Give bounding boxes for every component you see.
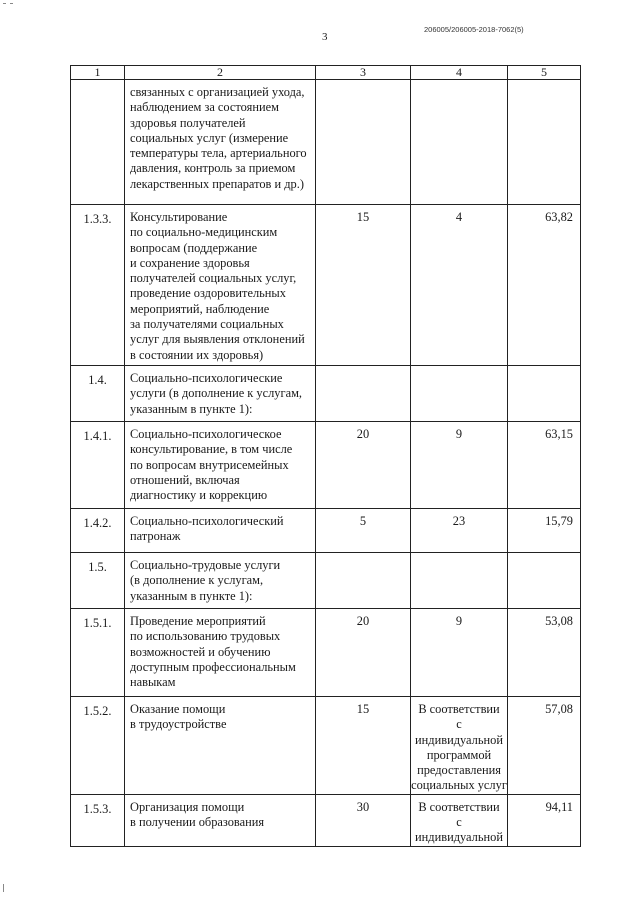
table-row (71, 422, 581, 509)
row-number: 1.3.3. (71, 205, 125, 366)
cell-col3: 5 (316, 509, 411, 553)
cell-col4: 4 (411, 205, 508, 366)
row-number: 1.4.2. (71, 509, 125, 553)
table-row (71, 366, 581, 422)
cell-col3 (316, 553, 411, 609)
cell-col5: 94,11 (508, 794, 581, 846)
table-row (71, 205, 581, 366)
cell-col4 (411, 553, 508, 609)
row-number: 1.4. (71, 366, 125, 422)
service-name: Социально-психологическое консультирование, в том числе по вопросам внутрисемейных отношений, включая диагностику и коррекцию (125, 422, 316, 509)
document-code: 206005/206005-2018-7062(5) (424, 25, 524, 34)
column-header: 3 (316, 66, 411, 80)
row-number: 1.5.3. (71, 794, 125, 846)
cell-col5: 63,15 (508, 422, 581, 509)
cell-col5: 63,82 (508, 205, 581, 366)
cell-col3: 15 (316, 697, 411, 795)
table-header-row (71, 66, 581, 80)
services-table (70, 65, 581, 847)
cell-col4: В соответствии с индивидуальной программой предоставления социальных услуг (411, 697, 508, 795)
cell-col3: 20 (316, 609, 411, 697)
cell-col5 (508, 366, 581, 422)
service-name: Оказание помощи в трудоустройстве (125, 697, 316, 795)
column-header: 4 (411, 66, 508, 80)
table-row (71, 509, 581, 553)
page-number: 3 (322, 31, 328, 43)
table-row (71, 794, 581, 846)
cell-col5: 15,79 (508, 509, 581, 553)
service-name: Организация помощи в получении образования (125, 794, 316, 846)
table-row (71, 697, 581, 795)
service-name: Консультирование по социально-медицинским вопросам (поддержание и сохранение здоровья получателей социальных услуг, проведение оздоровительных мероприятий, наблюдение за получателями социальных услуг для выявления отклонений в состоянии их здоровья) (125, 205, 316, 366)
scan-mark (3, 3, 6, 4)
table-row (71, 80, 581, 205)
cell-col3 (316, 366, 411, 422)
column-header: 1 (71, 66, 125, 80)
service-name: Социально-психологические услуги (в дополнение к услугам, указанным в пункте 1): (125, 366, 316, 422)
cell-col4: 23 (411, 509, 508, 553)
service-name: Социально-трудовые услуги (в дополнение к услугам, указанным в пункте 1): (125, 553, 316, 609)
column-header: 2 (125, 66, 316, 80)
row-number: 1.5. (71, 553, 125, 609)
cell-col3: 15 (316, 205, 411, 366)
cell-col5: 53,08 (508, 609, 581, 697)
column-header: 5 (508, 66, 581, 80)
cell-col3: 20 (316, 422, 411, 509)
row-number (71, 80, 125, 205)
cell-col3 (316, 80, 411, 205)
service-name: Социально-психологический патронаж (125, 509, 316, 553)
table-row (71, 609, 581, 697)
cell-col4: 9 (411, 422, 508, 509)
cell-col4: В соответствии с индивидуальной (411, 794, 508, 846)
cell-col5 (508, 80, 581, 205)
cell-col5 (508, 553, 581, 609)
cell-col4 (411, 366, 508, 422)
cell-col4: 9 (411, 609, 508, 697)
cell-col3: 30 (316, 794, 411, 846)
scan-mark (10, 3, 13, 4)
cell-col5: 57,08 (508, 697, 581, 795)
service-name: Проведение мероприятий по использованию трудовых возможностей и обучению доступным профессиональным навыкам (125, 609, 316, 697)
service-name: связанных с организацией ухода, наблюдением за состоянием здоровья получателей социальных услуг (измерение температуры тела, артериального давления, контроль за приемом лекарственных препаратов и др.) (125, 80, 316, 205)
scan-mark (3, 884, 4, 892)
row-number: 1.5.1. (71, 609, 125, 697)
row-number: 1.4.1. (71, 422, 125, 509)
table-row (71, 553, 581, 609)
cell-col4 (411, 80, 508, 205)
row-number: 1.5.2. (71, 697, 125, 795)
